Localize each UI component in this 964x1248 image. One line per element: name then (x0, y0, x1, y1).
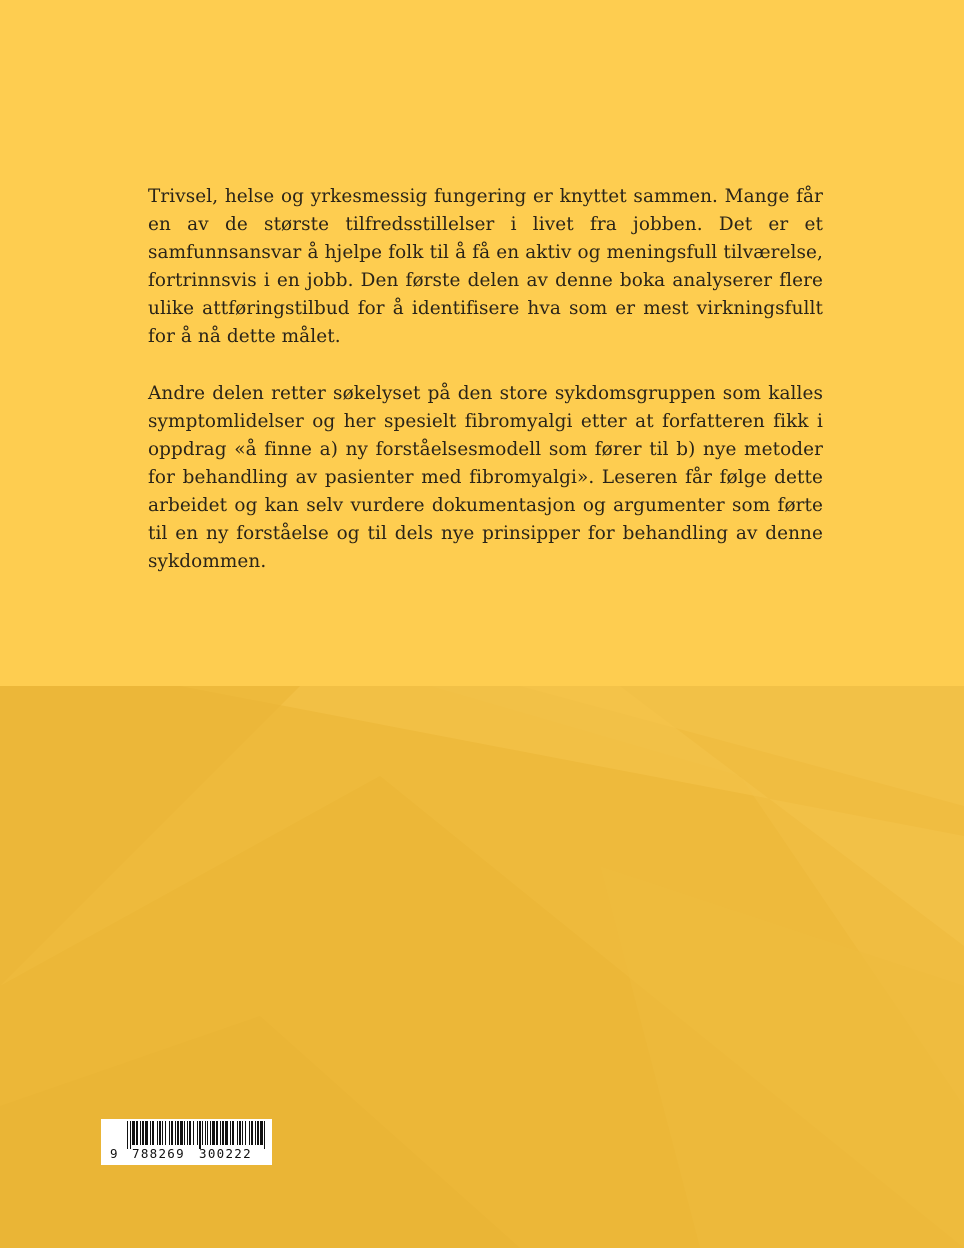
barcode-bar (239, 1121, 241, 1145)
barcode-bar (175, 1121, 176, 1145)
barcode-bar (165, 1121, 166, 1145)
barcode-bar (199, 1121, 201, 1149)
barcode-bar (187, 1121, 188, 1145)
isbn-barcode (101, 1119, 272, 1165)
barcode-bar (159, 1121, 161, 1145)
barcode-bar (207, 1121, 208, 1145)
barcode-bar (232, 1121, 234, 1145)
barcode-bar (242, 1121, 243, 1145)
barcode-digit-group-2: 300222 (199, 1146, 252, 1161)
barcode-bar (255, 1121, 256, 1145)
barcode-bar (152, 1121, 154, 1145)
barcode-bar (180, 1121, 183, 1145)
barcode-bars (101, 1119, 272, 1149)
barcode-digits (101, 1146, 272, 1163)
barcode-bar (237, 1121, 238, 1145)
barcode-bar (184, 1121, 185, 1145)
barcode-bar (205, 1121, 206, 1145)
barcode-bar (132, 1121, 135, 1145)
barcode-bar (251, 1121, 253, 1145)
blurb-paragraph-1: Trivsel, helse og yrkesmessig fungering er knyttet sammen. Mange får en av de største tilfredsstillelser i livet fra jobben. Det er et samfunnsansvar å hjelpe folk til å få en aktiv og meningsfull tilværelse, fortrinnsvis i en jobb. Den første delen av denne boka analyserer flere ulike attføringstilbud for å identifisere hva som er mest virkningsfullt for å nå dette målet. (148, 186, 823, 348)
blurb-text (148, 183, 823, 576)
barcode-bar (245, 1121, 246, 1145)
barcode-bar (130, 1121, 131, 1149)
barcode-bar (162, 1121, 163, 1145)
barcode-bar (212, 1121, 215, 1145)
barcode-bar (216, 1121, 218, 1145)
barcode-bar (142, 1121, 144, 1145)
barcode-bar (220, 1121, 221, 1145)
barcode-bar (140, 1121, 141, 1145)
barcode-bar (193, 1121, 194, 1145)
barcode-bar (145, 1121, 148, 1145)
barcode-bar (202, 1121, 203, 1145)
barcode-bar (260, 1121, 263, 1145)
barcode-bar (230, 1121, 231, 1145)
barcode-bar (225, 1121, 228, 1145)
blurb-paragraph-2: Andre delen retter søkelyset på den store sykdomsgruppen som kalles symptomlidelser og her spesielt fibromyalgi etter at forfatteren fikk i oppdrag «å finne a) ny forståelsesmodell som fører til b) nye metoder for behandling av pasienter med fibromyalgi». Leseren får følge dette arbeidet og kan selv vurdere dokumentasjon og argumenter som førte til en ny forståelse og til dels nye prinsipper for behandling av denne sykdommen. (148, 382, 823, 573)
barcode-bar (197, 1121, 198, 1145)
barcode-bar (157, 1121, 158, 1145)
barcode-bar (136, 1121, 138, 1145)
barcode-bar (171, 1121, 173, 1145)
barcode-bar (210, 1121, 211, 1145)
barcode-lead-digit: 9 (110, 1146, 118, 1161)
barcode-bar (249, 1121, 250, 1145)
barcode-bar (189, 1121, 191, 1145)
barcode-bar (257, 1121, 259, 1145)
barcode-bar (150, 1121, 151, 1145)
barcode-digit-group-1: 788269 (132, 1146, 185, 1161)
barcode-bar (127, 1121, 128, 1149)
barcode-bar (222, 1121, 224, 1145)
barcode-bar (177, 1121, 179, 1145)
barcode-bar (264, 1121, 265, 1149)
barcode-bar (169, 1121, 170, 1145)
